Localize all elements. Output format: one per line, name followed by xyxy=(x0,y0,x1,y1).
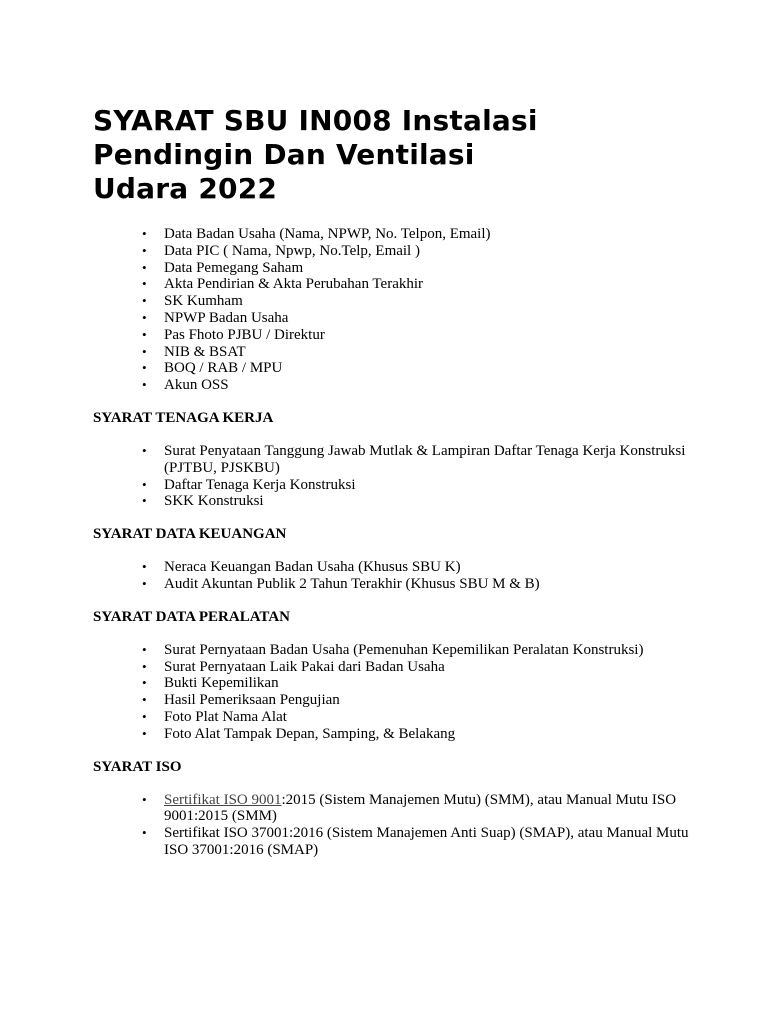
iso-9001-text: :2015 (Sistem Manajemen Mutu) (SMM), atau Manual Mutu ISO 9001:2015 (SMM) xyxy=(164,791,677,825)
list-item: • NIB & BSAT xyxy=(164,344,704,361)
list-item: • SK Kumham xyxy=(164,293,704,310)
list-item: • Surat Penyataan Tanggung Jawab Mutlak & Lampiran Daftar Tenaga Kerja Konstruksi (PJTBU, PJSKBU) xyxy=(164,443,704,477)
section-heading-tenaga-kerja: SYARAT TENAGA KERJA xyxy=(93,409,274,426)
iso-9001-link[interactable]: Sertifikat ISO 9001 xyxy=(164,791,282,808)
iso-list xyxy=(93,792,704,859)
list-item: • NPWP Badan Usaha xyxy=(164,310,704,327)
document-title: SYARAT SBU IN008 Instalasi Pendingin Dan Ventilasi Udara 2022 xyxy=(93,104,538,205)
list-item: • Audit Akuntan Publik 2 Tahun Terakhir (Khusus SBU M & B) xyxy=(164,576,704,593)
list-item: • Daftar Tenaga Kerja Konstruksi xyxy=(164,477,704,494)
list-item: • Bukti Kepemilikan xyxy=(164,675,704,692)
section-heading-peralatan: SYARAT DATA PERALATAN xyxy=(93,608,290,625)
section-heading-keuangan: SYARAT DATA KEUANGAN xyxy=(93,526,287,543)
list-item: • Hasil Pemeriksaan Pengujian xyxy=(164,692,704,709)
list-item xyxy=(164,792,704,826)
list-item: • Akta Pendirian & Akta Perubahan Terakhir xyxy=(164,276,704,293)
section-heading-iso: SYARAT ISO xyxy=(93,758,182,775)
tenaga-kerja-list xyxy=(93,443,704,510)
list-item: • BOQ / RAB / MPU xyxy=(164,360,704,377)
list-item: • Akun OSS xyxy=(164,377,704,394)
list-item: • Data Badan Usaha (Nama, NPWP, No. Telpon, Email) xyxy=(164,226,704,243)
list-item: • Data Pemegang Saham xyxy=(164,260,704,277)
list-item: • SKK Konstruksi xyxy=(164,493,704,510)
list-item: • Pas Fhoto PJBU / Direktur xyxy=(164,327,704,344)
list-item: • Foto Plat Nama Alat xyxy=(164,709,704,726)
peralatan-list xyxy=(93,642,704,743)
list-item: • Surat Pernyataan Badan Usaha (Pemenuhan Kepemilikan Peralatan Konstruksi) xyxy=(164,642,704,659)
list-item: • Foto Alat Tampak Depan, Samping, & Belakang xyxy=(164,726,704,743)
list-item: • Surat Pernyataan Laik Pakai dari Badan Usaha xyxy=(164,659,704,676)
list-item: • Data PIC ( Nama, Npwp, No.Telp, Email ) xyxy=(164,243,704,260)
list-item: • Sertifikat ISO 37001:2016 (Sistem Manajemen Anti Suap) (SMAP), atau Manual Mutu ISO 37001:2016 (SMAP) xyxy=(164,825,704,859)
general-requirements-list xyxy=(93,226,704,394)
keuangan-list xyxy=(93,559,704,593)
document-page xyxy=(93,104,693,859)
list-item: • Neraca Keuangan Badan Usaha (Khusus SBU K) xyxy=(164,559,704,576)
